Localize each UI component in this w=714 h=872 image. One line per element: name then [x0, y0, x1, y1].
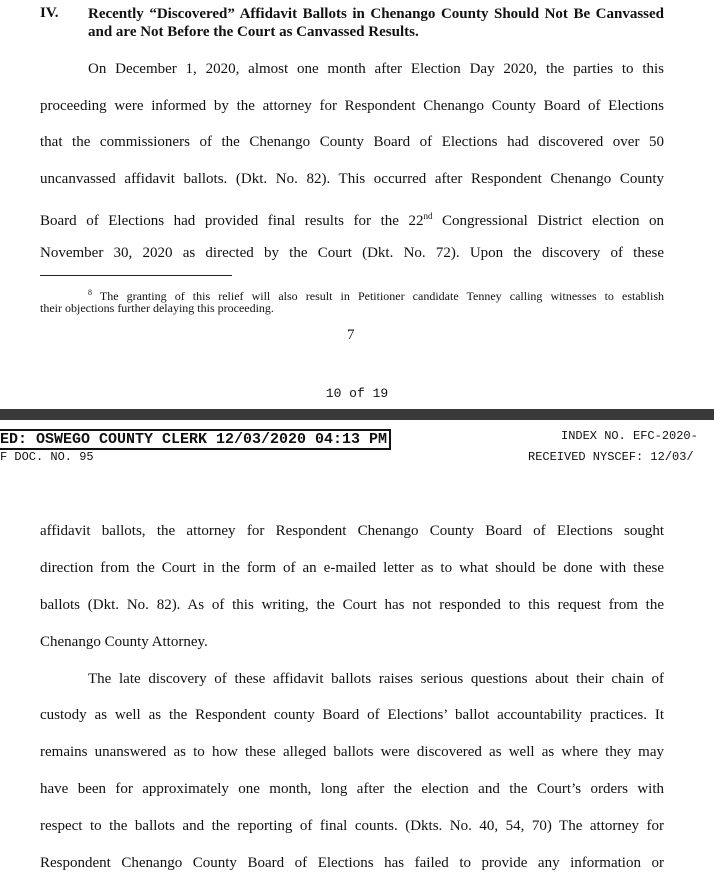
paragraph-line: proceeding were informed by the attorney for Respondent Chenango County Board of Elections: [40, 98, 664, 114]
paragraph-line: direction from the Court in the form of an e-mailed letter as to what should be done with these: [40, 560, 664, 576]
line-text: Congressional District election on: [432, 213, 665, 229]
footnote-text: The granting of this relief will also result in Petitioner candidate Tenney calling witnesses to establish: [92, 289, 664, 303]
paragraph-line: On December 1, 2020, almost one month after Election Day 2020, the parties to this: [88, 61, 664, 77]
doc-number: F DOC. NO. 95: [0, 450, 94, 464]
footnote-marker: 8: [88, 288, 92, 297]
section-number: IV.: [40, 5, 59, 21]
paragraph-line: Chenango County Attorney.: [40, 634, 208, 650]
paragraph-line: affidavit ballots, the attorney for Respondent Chenango County Board of Elections sought: [40, 523, 664, 539]
paragraph-line: November 30, 2020 as directed by the Court (Dkt. No. 72). Upon the discovery of these: [40, 245, 664, 261]
footnote-line: their objections further delaying this proceeding.: [40, 301, 274, 315]
paragraph-line: custody as well as the Respondent county Board of Elections’ ballot accountability practices. It: [40, 707, 664, 723]
footnote-divider: [40, 275, 232, 276]
received-stamp: RECEIVED NYSCEF: 12/03/: [528, 450, 694, 464]
line-text: Board of Elections had provided final results for the 22: [40, 213, 424, 229]
ordinal-superscript: nd: [423, 211, 433, 221]
filed-stamp: ED: OSWEGO COUNTY CLERK 12/03/2020 04:13 PM: [0, 429, 391, 450]
paragraph-line: that the commissioners of the Chenango County Board of Elections had discovered over 50: [40, 134, 664, 150]
index-number: INDEX NO. EFC-2020-: [561, 429, 698, 443]
paragraph-line: respect to the ballots and the reporting of final counts. (Dkts. No. 40, 54, 70) The attorney for: [40, 818, 664, 834]
paragraph-line: [40, 207, 664, 230]
page-number: 7: [347, 327, 355, 343]
page-separator: [0, 409, 714, 420]
paragraph-line: The late discovery of these affidavit ballots raises serious questions about their chain of: [88, 671, 664, 687]
paragraph-line: remains unanswered as to how these alleged ballots were discovered as well as where they may: [40, 744, 664, 760]
document-page-counter: 10 of 19: [325, 386, 389, 401]
paragraph-line: Respondent Chenango County Board of Elections has failed to provide any information or: [40, 855, 664, 871]
paragraph-line: have been for approximately one month, long after the election and the Court’s orders with: [40, 781, 664, 797]
paragraph-line: uncanvassed affidavit ballots. (Dkt. No. 82). This occurred after Respondent Chenango County: [40, 171, 664, 187]
section-heading: Recently “Discovered” Affidavit Ballots in Chenango County Should Not Be Canvassed and are Not Before the Court as Canvassed Results.: [88, 6, 664, 40]
paragraph-line: ballots (Dkt. No. 82). As of this writing, the Court has not responded to this request from the: [40, 597, 664, 613]
